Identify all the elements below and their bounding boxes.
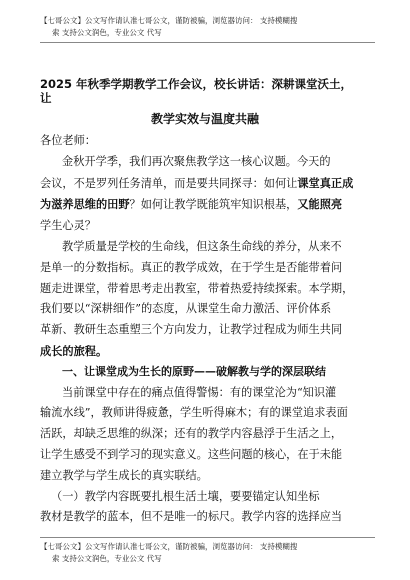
footer-line-1: 【七哥公文】公文写作请认准七哥公文，谨防被骗，浏览器访问： 支持模糊搜 — [40, 542, 298, 551]
title-line-2: 让 — [40, 91, 52, 105]
paragraph-3-line-4: 让学生感受不到学习的现实意义。这些问题的核心，在于未能 — [40, 447, 343, 461]
paragraph-3-line-1: 当前课堂中存在的痛点值得警惕：有的课堂沦为“知识灌 — [62, 385, 337, 399]
header-divider — [40, 42, 375, 43]
section-heading-1: 一、让课堂成为生长的原野——破解教与学的深层联结 — [62, 364, 326, 378]
paragraph-1-line-4: 学生心灵？ — [40, 219, 96, 233]
p1-l3-text: ？如何让教学既能筑牢知识根基， — [129, 198, 298, 212]
document-subtitle: 教学实效与温度共融 — [150, 112, 259, 126]
page-footer — [40, 541, 370, 565]
paragraph-3-line-3: 活跃，却缺乏思维的纵深；还有的教学内容悬浮于生活之上， — [40, 427, 343, 441]
paragraph-2-line-5: 革新、教研生态重塑三个方向发力，让教学过程成为师生共同 — [40, 323, 343, 337]
p1-l3-bold: 为滋养思维的田野 — [40, 197, 130, 212]
paragraph-2-line-6: 成长的旅程。 — [40, 343, 108, 358]
footer-divider — [40, 537, 375, 538]
paragraph-4-line-2: 教材是教学的蓝本，但不是唯一的标尺。教学内容的选择应当 — [40, 510, 343, 524]
paragraph-1-line-3 — [40, 194, 372, 216]
paragraph-1-line-2 — [40, 173, 372, 195]
paragraph-3-line-2: 输流水线”，教师讲得疲惫，学生听得麻木；有的课堂追求表面 — [40, 406, 348, 420]
paragraph-2-line-3: 题走进课堂，带着思考走出教室，带着热爱持续探索。本学期， — [40, 281, 354, 295]
document-title — [40, 77, 370, 105]
salutation: 各位老师： — [40, 134, 96, 147]
p1-l3-bold-2: 又能照亮 — [297, 197, 343, 212]
paragraph-2-line-1: 教学质量是学校的生命线，但这条生命线的养分，从来不 — [62, 239, 342, 253]
paragraph-1-line-1: 金秋开学季，我们再次聚焦教学这一核心议题。今天的 — [62, 154, 331, 168]
paragraph-3-line-5: 建立教学与学生成长的真实联结。 — [40, 468, 208, 482]
document-body — [40, 131, 372, 528]
footer-line-2: 索 支持公文润色，专业公文 代写 — [52, 554, 162, 563]
page-header — [40, 15, 370, 39]
paragraph-4-line-1: （一）教学内容既要扎根生活土壤，要要锚定认知坐标 — [51, 489, 320, 503]
paragraph-2-line-4: 我们要以“深耕细作”的态度，从课堂生命力激活、评价体系 — [40, 302, 332, 316]
p1-l2-text: 会议，不是罗列任务清单，而是要共同探寻：如何让 — [40, 176, 298, 190]
title-line-1: 2025 年秋季学期教学工作会议，校长讲话：深耕课堂沃土， — [40, 77, 353, 91]
p1-l2-bold: 课堂真正成 — [297, 175, 354, 190]
header-line-2: 索 支持公文润色，专业公文 代写 — [52, 28, 162, 37]
paragraph-2-line-2: 是单一的分数指标。真正的教学成效，在于学生是否能带着问 — [40, 260, 343, 274]
header-line-1: 【七哥公文】公文写作请认准七哥公文，谨防被骗，浏览器访问： 支持模糊搜 — [40, 16, 298, 25]
